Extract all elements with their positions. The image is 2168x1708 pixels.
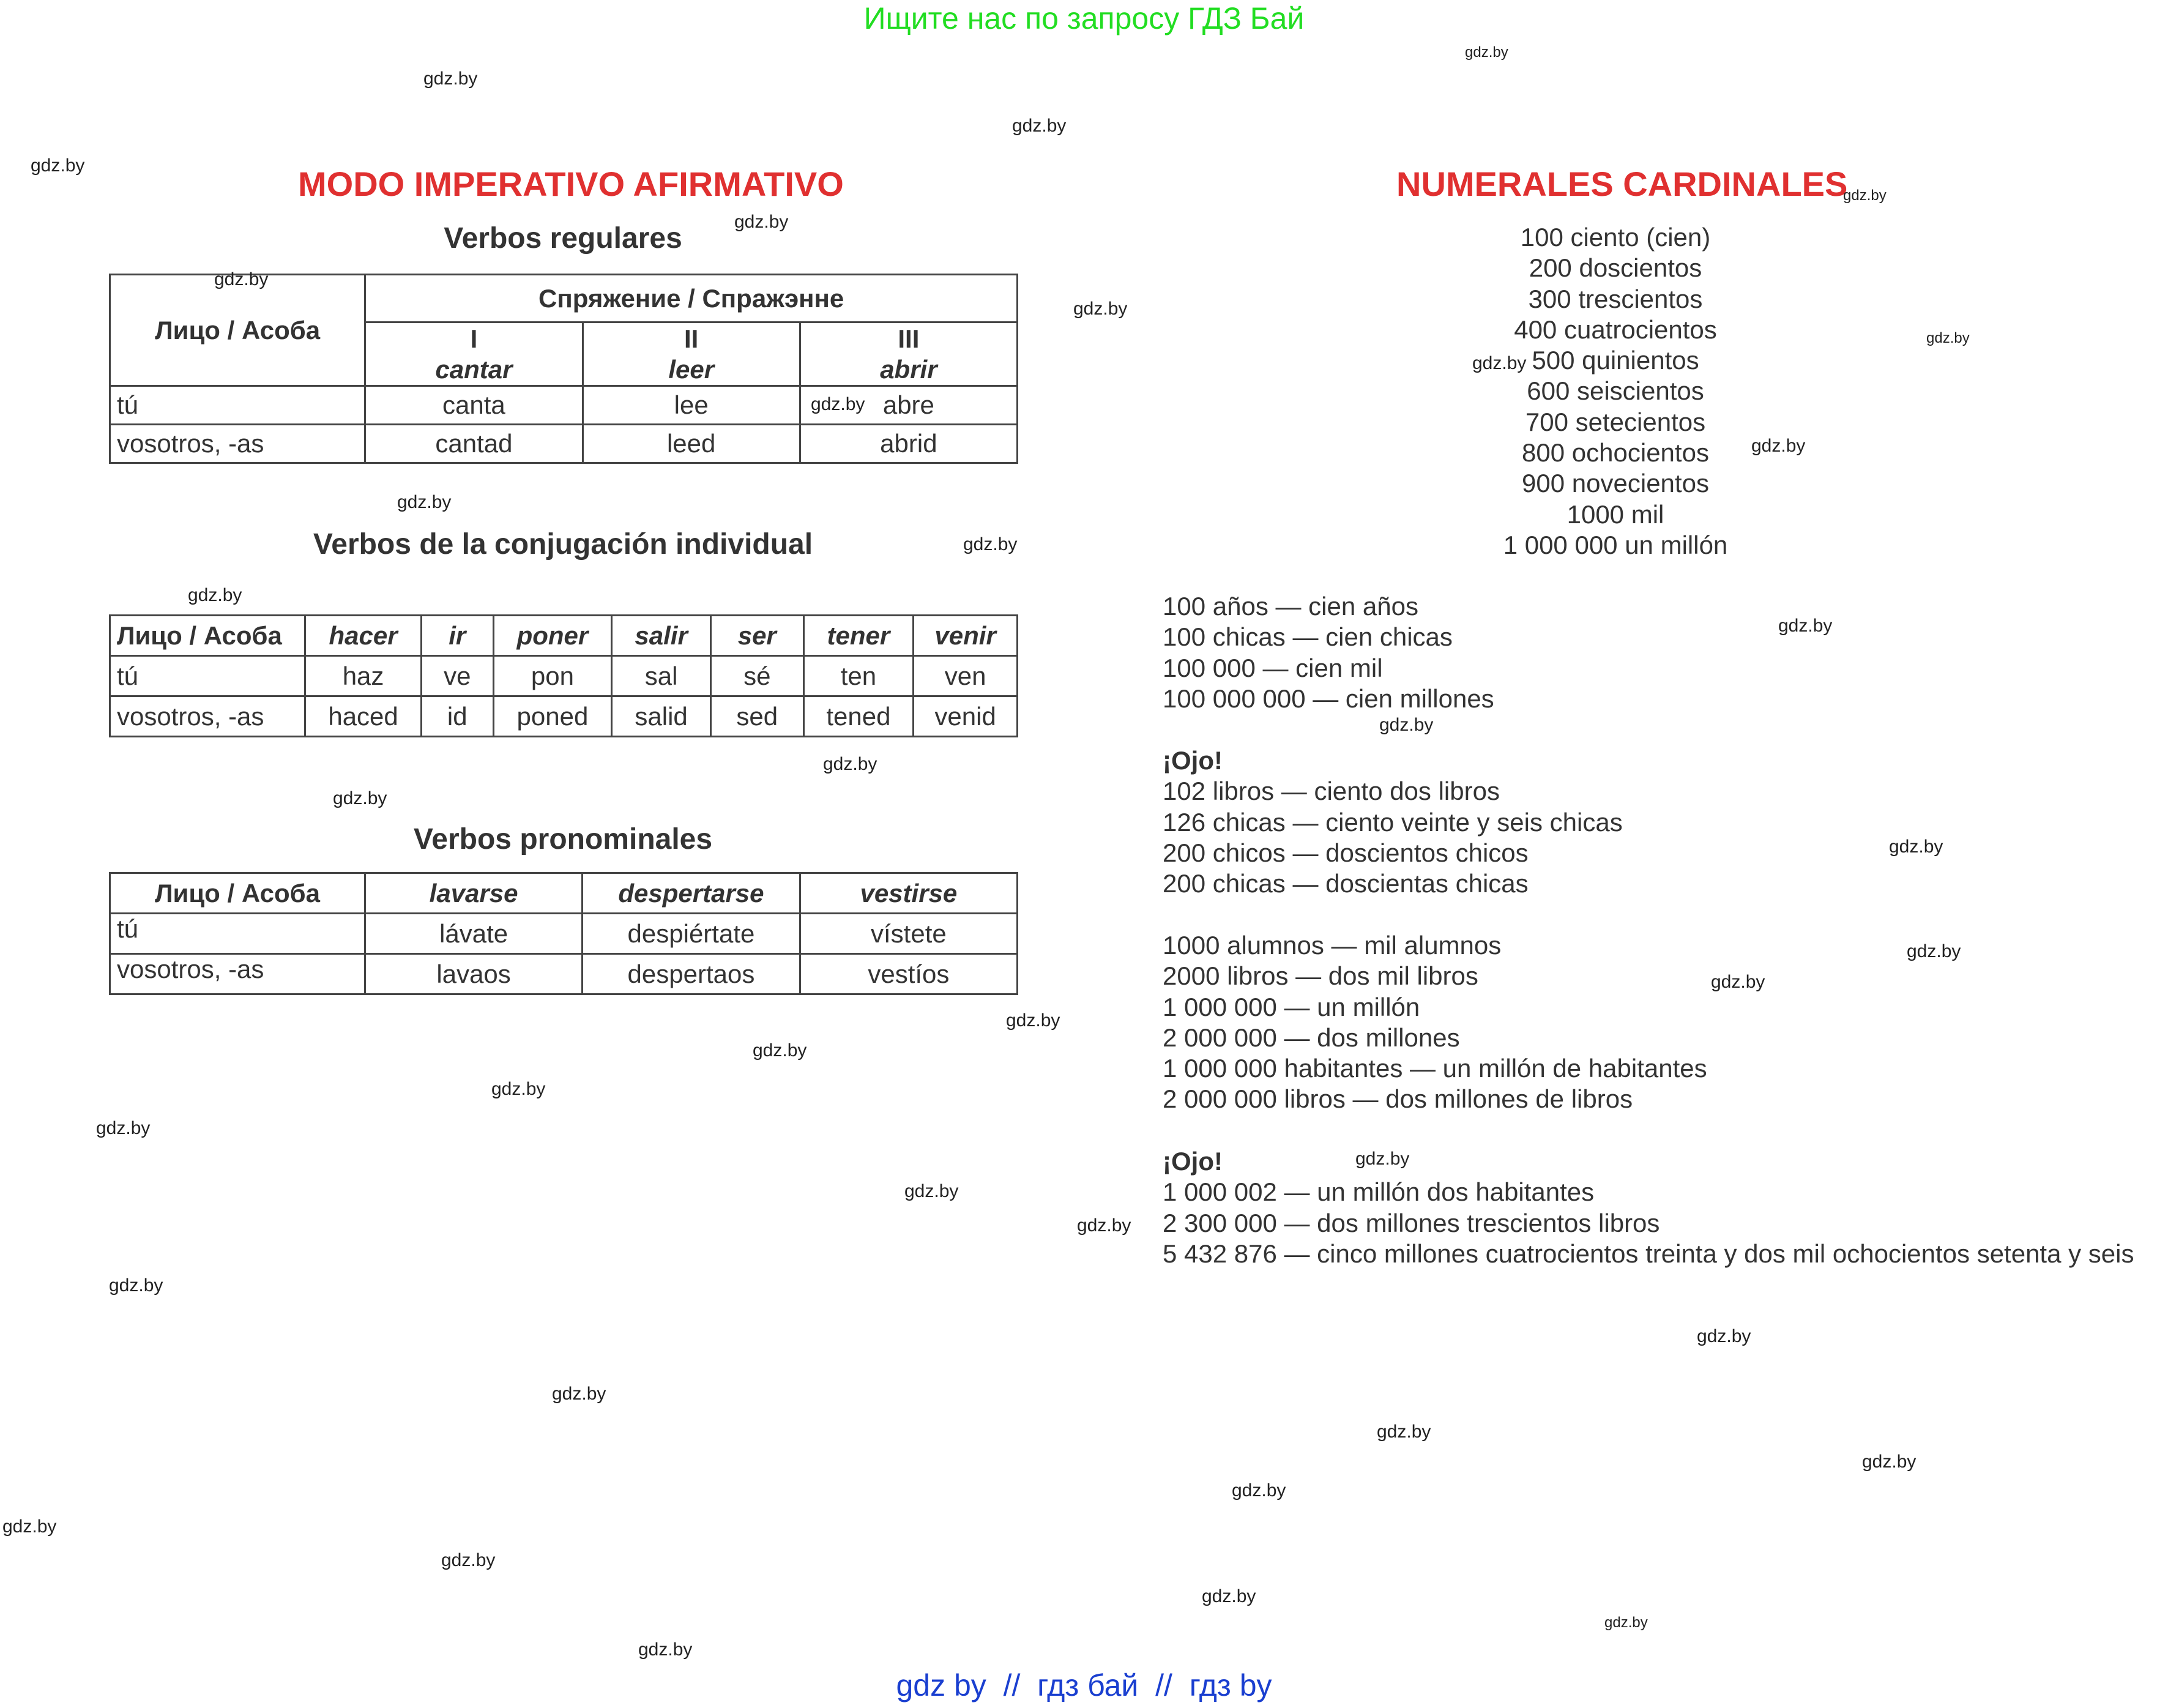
watermark: gdz.by	[441, 1550, 496, 1570]
watermark: gdz.by	[333, 788, 387, 808]
watermark: gdz.by	[1751, 436, 1806, 456]
person-cell: tú	[110, 914, 365, 954]
form-cell: venid	[914, 696, 1018, 737]
list-item: 2 000 000 libros — dos millones de libros	[1163, 1084, 1633, 1114]
footer-links[interactable]: gdz by // гдз бай // гдз by	[896, 1668, 1272, 1702]
verb-header: despertarse	[583, 873, 800, 914]
list-item: 700 setecientos	[1525, 407, 1706, 436]
verb-header: ir	[421, 616, 493, 656]
watermark: gdz.by	[1778, 616, 1833, 636]
list-item: 126 chicas — ciento veinte y seis chicas	[1163, 807, 1623, 837]
form-cell: ve	[421, 656, 493, 696]
watermark: gdz.by	[753, 1040, 807, 1061]
table-row	[110, 954, 1018, 994]
list-item: 400 cuatrocientos	[1514, 315, 1717, 344]
list-item: 2 300 000 — dos millones trescientos libros	[1163, 1208, 1660, 1237]
group-header: II leer	[583, 323, 800, 386]
ojo-note-1	[1163, 745, 1623, 899]
list-item: 102 libros — ciento dos libros	[1163, 777, 1500, 806]
watermark: gdz.by	[214, 269, 269, 289]
watermark: gdz.by	[1926, 330, 1970, 346]
list-item: 900 novecientos	[1522, 469, 1709, 498]
form-cell: ten	[803, 656, 914, 696]
watermark: gdz.by	[1355, 1149, 1410, 1169]
form-cell: pon	[493, 656, 612, 696]
list-item: 1 000 000 un millón	[1503, 530, 1728, 559]
form-cell: lavaos	[365, 954, 583, 994]
search-banner: Ищите нас по запросу ГДЗ Бай	[863, 1, 1305, 35]
form-cell: despertaos	[583, 954, 800, 994]
list-item: 1 000 002 — un millón dos habitantes	[1163, 1177, 1595, 1207]
form-cell: haced	[305, 696, 422, 737]
verb-header: salir	[612, 616, 711, 656]
watermark: gdz.by	[1843, 187, 1887, 204]
list-item: 2000 libros — dos mil libros	[1163, 961, 1478, 991]
form-cell: haz	[305, 656, 422, 696]
watermark: gdz.by	[823, 754, 877, 774]
individual-verbs-subtitle: Verbos de la conjugación individual	[313, 528, 813, 561]
examples-list-2	[1163, 930, 1707, 1115]
list-item: 100 000 000 — cien millones	[1163, 684, 1494, 713]
group-header: III abrir	[800, 323, 1017, 386]
person-cell: tú	[110, 656, 305, 696]
person-cell: vosotros, -as	[110, 696, 305, 737]
watermark: gdz.by	[1907, 941, 1961, 961]
watermark: gdz.by	[109, 1275, 163, 1296]
pronominal-verbs-subtitle: Verbos pronominales	[413, 823, 713, 856]
list-item: 100 ciento (cien)	[1520, 223, 1711, 252]
regular-verbs-table	[109, 274, 1018, 464]
form-cell: leed	[583, 425, 800, 463]
watermark: gdz.by	[552, 1384, 606, 1404]
table-row	[110, 425, 1018, 463]
list-item: 1 000 000 — un millón	[1163, 992, 1420, 1021]
watermark: gdz.by	[1862, 1452, 1917, 1472]
verb-header: vestirse	[800, 873, 1017, 914]
conjugation-header: Спряжение / Спражэнне	[365, 275, 1018, 323]
watermark: gdz.by	[1202, 1586, 1256, 1606]
form-cell: salid	[612, 696, 711, 737]
form-cell: cantad	[365, 425, 583, 463]
list-item: 100 años — cien años	[1163, 592, 1418, 621]
list-item: 200 chicos — doscientos chicos	[1163, 838, 1529, 867]
list-item: 800 ochocientos	[1522, 438, 1709, 468]
verb-header: tener	[803, 616, 914, 656]
verb-header: ser	[710, 616, 803, 656]
verb-header: lavarse	[365, 873, 583, 914]
watermark: gdz.by	[1465, 44, 1508, 61]
watermark: gdz.by	[188, 585, 242, 605]
list-item: 600 seiscientos	[1527, 376, 1704, 406]
watermark: gdz.by	[423, 69, 478, 89]
watermark: gdz.by	[1377, 1422, 1431, 1442]
watermark: gdz.by	[811, 394, 865, 414]
watermark: gdz.by	[904, 1181, 959, 1201]
ojo-label: ¡Ojo!	[1163, 1147, 1223, 1176]
person-header: Лицо / Асоба	[110, 616, 305, 656]
watermark: gdz.by	[1077, 1215, 1131, 1236]
list-item: 1 000 000 habitantes — un millón de habitantes	[1163, 1054, 1707, 1083]
form-cell: abre	[800, 386, 1017, 425]
watermark: gdz.by	[491, 1079, 546, 1099]
person-cell: vosotros, -as	[110, 425, 365, 463]
table-row	[110, 656, 1018, 696]
watermark: gdz.by	[1012, 116, 1067, 136]
watermark: gdz.by	[1379, 715, 1434, 735]
list-item: 1000 mil	[1566, 499, 1664, 529]
form-cell: vestíos	[800, 954, 1017, 994]
form-cell: poned	[493, 696, 612, 737]
watermark: gdz.by	[1604, 1614, 1648, 1631]
watermark: gdz.by	[2, 1516, 57, 1537]
watermark: gdz.by	[1697, 1326, 1751, 1346]
ojo-note-2	[1163, 1146, 2134, 1269]
examples-list-1	[1163, 591, 1494, 714]
form-cell: id	[421, 696, 493, 737]
form-cell: lávate	[365, 914, 583, 954]
watermark: gdz.by	[734, 212, 789, 232]
watermark: gdz.by	[1889, 837, 1943, 857]
pronominal-verbs-table	[109, 872, 1018, 995]
form-cell: sé	[710, 656, 803, 696]
list-item: 200 chicas — doscientas chicas	[1163, 869, 1529, 898]
form-cell: sal	[612, 656, 711, 696]
list-item: 5 432 876 — cinco millones cuatrocientos treinta y dos mil ochocientos setenta y seis	[1163, 1239, 2134, 1268]
form-cell: vístete	[800, 914, 1017, 954]
list-item: 2 000 000 — dos millones	[1163, 1023, 1460, 1052]
form-cell: lee	[583, 386, 800, 425]
list-item: 500 quinientos	[1532, 346, 1699, 375]
person-cell: vosotros, -as	[110, 954, 365, 994]
form-cell: sed	[710, 696, 803, 737]
list-item: 300 trescientos	[1528, 284, 1703, 313]
numerals-title: NUMERALES CARDINALES	[1396, 165, 1848, 203]
verb-header: hacer	[305, 616, 422, 656]
form-cell: tened	[803, 696, 914, 737]
watermark: gdz.by	[31, 155, 85, 176]
watermark: gdz.by	[1006, 1010, 1060, 1031]
list-item: 100 chicas — cien chicas	[1163, 622, 1453, 652]
watermark: gdz.by	[1472, 353, 1527, 373]
person-cell: tú	[110, 386, 365, 425]
list-item: 1000 alumnos — mil alumnos	[1163, 931, 1502, 960]
watermark: gdz.by	[1073, 299, 1128, 319]
list-item: 100 000 — cien mil	[1163, 653, 1383, 682]
watermark: gdz.by	[638, 1639, 693, 1660]
person-header: Лицо / Асоба	[110, 275, 365, 386]
group-header: I cantar	[365, 323, 583, 386]
form-cell: ven	[914, 656, 1018, 696]
form-cell: abrid	[800, 425, 1017, 463]
table-row	[110, 914, 1018, 954]
verb-header: venir	[914, 616, 1018, 656]
list-item: 200 doscientos	[1529, 253, 1702, 283]
verb-header: poner	[493, 616, 612, 656]
table-row	[110, 386, 1018, 425]
imperative-title: MODO IMPERATIVO AFIRMATIVO	[298, 165, 844, 203]
regular-verbs-subtitle: Verbos regulares	[444, 222, 682, 255]
table-row	[110, 696, 1018, 737]
watermark: gdz.by	[963, 534, 1018, 554]
individual-verbs-table	[109, 614, 1018, 737]
watermark: gdz.by	[1711, 972, 1765, 992]
form-cell: canta	[365, 386, 583, 425]
watermark: gdz.by	[1232, 1480, 1286, 1501]
hundreds-list	[1414, 222, 1817, 561]
form-cell: despiértate	[583, 914, 800, 954]
ojo-label: ¡Ojo!	[1163, 746, 1223, 775]
watermark: gdz.by	[397, 492, 452, 512]
watermark: gdz.by	[96, 1118, 151, 1138]
person-header: Лицо / Асоба	[110, 873, 365, 914]
